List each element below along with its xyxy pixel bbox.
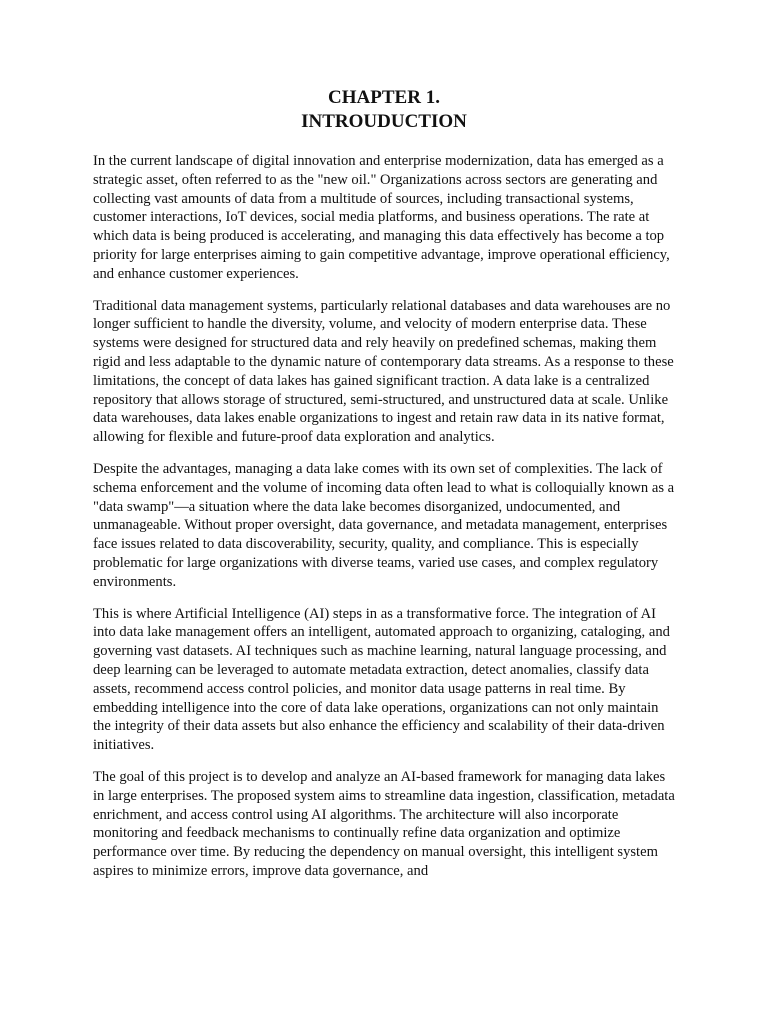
paragraph-2: Traditional data management systems, particularly relational databases and data warehouses are no longer sufficient to handle the diversity, volume, and velocity of modern enterprise data. These systems were designed for structured data and rely heavily on predefined schemas, making them rigid and less adaptable to the dynamic nature of contemporary data streams. As a response to these limitations, the concept of data lakes has gained significant traction. A data lake is a centralized repository that allows storage of structured, semi-structured, and unstructured data at scale. Unlike data warehouses, data lakes enable organizations to ingest and retain raw data in its native format, allowing for flexible and future-proof data exploration and analytics.	[93, 297, 674, 446]
paragraph-3: Despite the advantages, managing a data lake comes with its own set of complexities. The lack of schema enforcement and the volume of incoming data often lead to what is colloquially known as a "data swamp"—a situation where the data lake becomes disorganized, undocumented, and unmanageable. Without proper oversight, data governance, and metadata management, enterprises face issues related to data discoverability, security, quality, and compliance. This is especially problematic for large organizations with diverse teams, varied use cases, and complex regulatory environments.	[93, 460, 675, 590]
body-text	[93, 152, 675, 894]
paragraph-5: The goal of this project is to develop and analyze an AI-based framework for managing data lakes in large enterprises. The proposed system aims to streamline data ingestion, classification, metadata enrichment, and access control using AI algorithms. The architecture will also incorporate monitoring and feedback mechanisms to continually refine data organization and optimize performance over time. By reducing the dependency on manual oversight, this intelligent system aspires to minimize errors, improve data governance, and	[93, 768, 675, 879]
chapter-heading	[0, 86, 768, 134]
chapter-title: INTROUDUCTION	[301, 111, 467, 132]
paragraph-1: In the current landscape of digital innovation and enterprise modernization, data has emerged as a strategic asset, often referred to as the "new oil." Organizations across sectors are generating and collecting vast amounts of data from a multitude of sources, including transactional systems, customer interactions, IoT devices, social media platforms, and business operations. The rate at which data is being produced is accelerating, and managing this data effectively has become a top priority for large enterprises aiming to gain competitive advantage, improve operational efficiency, and enhance customer experiences.	[93, 153, 670, 282]
chapter-number: CHAPTER 1.	[328, 87, 440, 108]
paragraph-4: This is where Artificial Intelligence (AI) steps in as a transformative force. The integration of AI into data lake management offers an intelligent, automated approach to organizing, cataloging, and governing vast datasets. AI techniques such as machine learning, natural language processing, and deep learning can be leveraged to automate metadata extraction, detect anomalies, classify data assets, recommend access control policies, and monitor data usage patterns in real time. By embedding intelligence into the core of data lake operations, organizations can not only maintain the integrity of their data assets but also enhance the efficiency and scalability of their data-driven initiatives.	[93, 605, 670, 754]
